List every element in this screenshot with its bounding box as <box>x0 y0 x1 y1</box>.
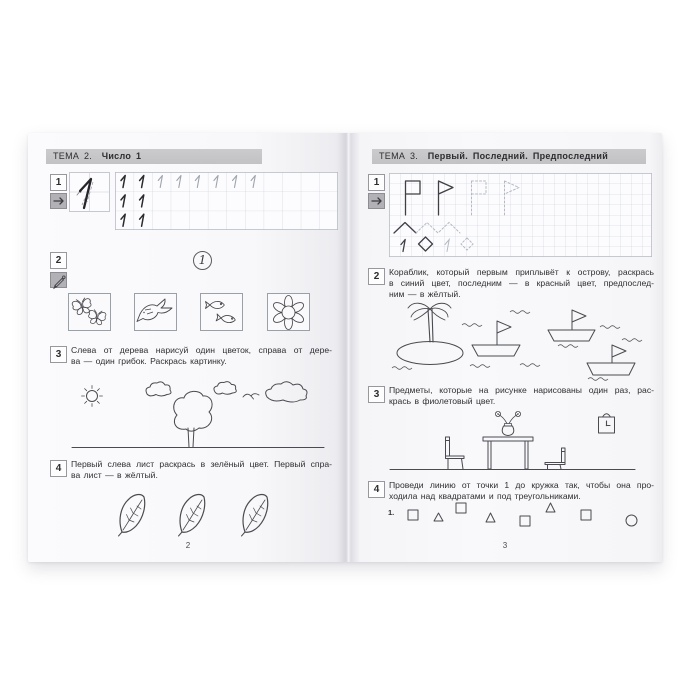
arrow-right-icon <box>368 193 385 209</box>
right-header-title: Первый. Последний. Предпоследний <box>427 151 609 161</box>
text-line: Предметы, которые на рисунке нарисованы один раз, рас- <box>389 385 654 395</box>
tracing-grid <box>389 173 652 262</box>
text-line: Проведи линию от точки 1 до кружка так, чтобы она про- <box>389 480 654 490</box>
left-task4-text <box>71 459 332 481</box>
text-line: ним — в жёлтый. <box>389 289 461 299</box>
text-line: Слева от дерева нарисуй один цветок, справа от дере- <box>71 345 332 355</box>
text-line: крась в фиолетовый цвет. <box>389 396 496 406</box>
tree-scene <box>72 379 328 456</box>
picture-box-flower <box>267 293 310 331</box>
left-page-header <box>46 149 262 164</box>
left-task3-number: 3 <box>50 346 67 363</box>
left-task4-number: 4 <box>50 460 67 477</box>
right-header-prefix: ТЕМА 3. <box>379 151 419 161</box>
right-task1-number: 1 <box>368 174 385 191</box>
left-task1-number: 1 <box>50 174 67 191</box>
text-line: ва лист — в жёлтый. <box>71 470 158 480</box>
shapes-row <box>403 501 643 536</box>
right-task3-text <box>389 385 654 407</box>
furniture-scene <box>390 409 635 476</box>
right-task4-text <box>389 480 654 502</box>
left-task3-text <box>71 345 332 367</box>
arrow-right-icon <box>50 193 67 209</box>
text-line: ва — один грибок. Раскрась картинку. <box>71 356 227 366</box>
left-page-number: 2 <box>185 541 191 550</box>
pencil-icon <box>50 272 67 288</box>
left-header-title: Число 1 <box>101 151 142 161</box>
left-task2-number: 2 <box>50 252 67 269</box>
picture-box-butterflies <box>68 293 111 331</box>
right-page-number: 3 <box>502 541 508 550</box>
right-task4-number: 4 <box>368 481 385 498</box>
text-line: в синий цвет, последним — в красный цвет, предпослед- <box>389 278 654 288</box>
picture-box-fish <box>200 293 243 331</box>
boats-island-scene <box>388 299 644 386</box>
right-task2-number: 2 <box>368 268 385 285</box>
text-line: Первый слева лист раскрась в зелёный цвет. Первый спра- <box>71 459 332 469</box>
text-line: ходила над квадратами и под треугольниками. <box>389 491 581 501</box>
writing-practice-grid <box>115 172 338 235</box>
leaf-drawing <box>177 493 209 542</box>
circled-sample-number: 1 <box>193 251 212 270</box>
text-line: Кораблик, который первым приплывёт к острову, раскрась <box>389 267 654 277</box>
left-header-prefix: ТЕМА 2. <box>53 151 93 161</box>
start-point-label: 1. <box>388 508 395 517</box>
right-page <box>348 133 662 562</box>
right-page-header <box>372 149 646 164</box>
picture-box-bird <box>134 293 177 331</box>
open-workbook <box>28 133 662 562</box>
right-task2-text <box>389 267 654 300</box>
right-task3-number: 3 <box>368 386 385 403</box>
left-page <box>28 133 348 562</box>
leaf-drawing <box>117 493 149 542</box>
leaf-drawing <box>240 493 272 542</box>
numeral-example-box <box>69 172 110 217</box>
